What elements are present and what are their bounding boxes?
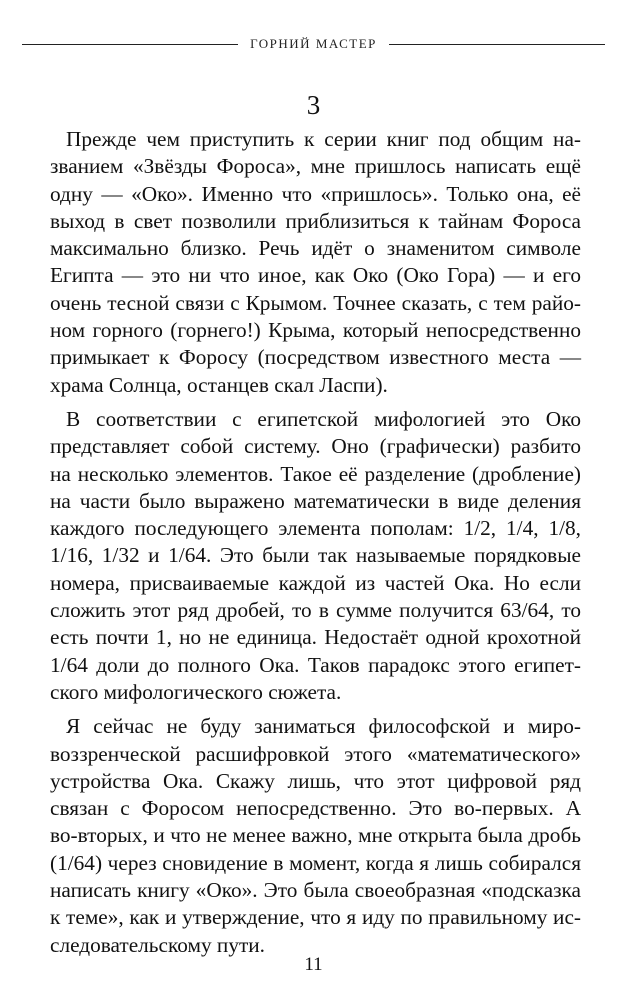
- text-line: представляет собой систему. Оно (графически) разбито: [50, 434, 581, 459]
- text-line: Я сейчас не буду заниматься философской и миро-: [66, 714, 581, 739]
- text-line: написать книгу «Око». Это была своеобразная «подсказка: [50, 878, 581, 903]
- running-title: ГОРНИЙ МАСТЕР: [250, 36, 377, 51]
- header-rule-right: [389, 44, 605, 45]
- text-line: храма Солнца, останцев скал Ласпи).: [50, 372, 388, 397]
- text-line: званием «Звёзды Фороса», мне пришлось написать ещё: [50, 154, 581, 179]
- text-line: каждого последующего элемента пополам: 1/2, 1/4, 1/8,: [50, 516, 581, 541]
- text-line: максимально близко. Речь идёт о знаменитом символе: [50, 236, 581, 261]
- paragraph-2: [50, 406, 581, 706]
- text-line: Прежде чем приступить к серии книг под общим на-: [66, 127, 581, 151]
- paragraph-1: [50, 126, 581, 399]
- page-number: 11: [304, 954, 323, 975]
- text-line: сложить этот ряд дробей, то в сумме получится 63/64, то: [50, 598, 581, 623]
- text-line: следовательскому пути.: [50, 932, 265, 957]
- body-text: [50, 126, 581, 966]
- text-line: 1/16, 1/32 и 1/64. Это были так называемые порядковые: [50, 543, 581, 568]
- text-line: ского мифологического сюжета.: [50, 679, 342, 704]
- text-line: одну — «Око». Именно что «пришлось». Только она, её: [50, 181, 581, 206]
- text-line: к теме», как и утверждение, что я иду по правильному ис-: [50, 905, 581, 930]
- text-line: очень тесной связи с Крымом. Точнее сказать, с тем райо-: [50, 290, 581, 315]
- text-line: устройства Ока. Скажу лишь, что этот цифровой ряд: [50, 768, 581, 793]
- text-line: есть почти 1, но не единица. Недостаёт одной крохотной: [50, 625, 581, 650]
- text-line: во-вторых, и что не менее важно, мне открыта была дробь: [50, 823, 581, 848]
- text-line: номера, присваиваемые каждой из частей Ока. Но если: [50, 570, 581, 595]
- running-header: [22, 34, 605, 54]
- text-line: Египта — это ни что иное, как Око (Око Гора) — и его: [50, 263, 581, 288]
- text-line: воззренческой расшифровкой этого «математического»: [50, 741, 581, 766]
- text-line: на части было выражено математически в виде деления: [50, 488, 581, 513]
- header-rule-left: [22, 44, 238, 45]
- text-line: (1/64) через сновидение в момент, когда я лишь собирался: [50, 850, 581, 875]
- text-line: связан с Форосом непосредственно. Это во-первых. А: [50, 796, 581, 821]
- text-line: ном горного (горнего!) Крыма, который непосредственно: [50, 318, 581, 343]
- text-line: выход в свет позволили приблизиться к тайнам Фороса: [50, 208, 581, 233]
- text-line: примыкает к Форосу (посредством известного места —: [50, 345, 581, 370]
- text-line: на несколько элементов. Такое её разделение (дробление): [50, 461, 581, 486]
- chapter-number: 3: [306, 90, 321, 120]
- text-line: 1/64 доли до полного Ока. Таков парадокс этого египет-: [50, 652, 581, 677]
- text-line: В соответствии с египетской мифологией это Око: [66, 406, 581, 431]
- paragraph-3: [50, 713, 581, 959]
